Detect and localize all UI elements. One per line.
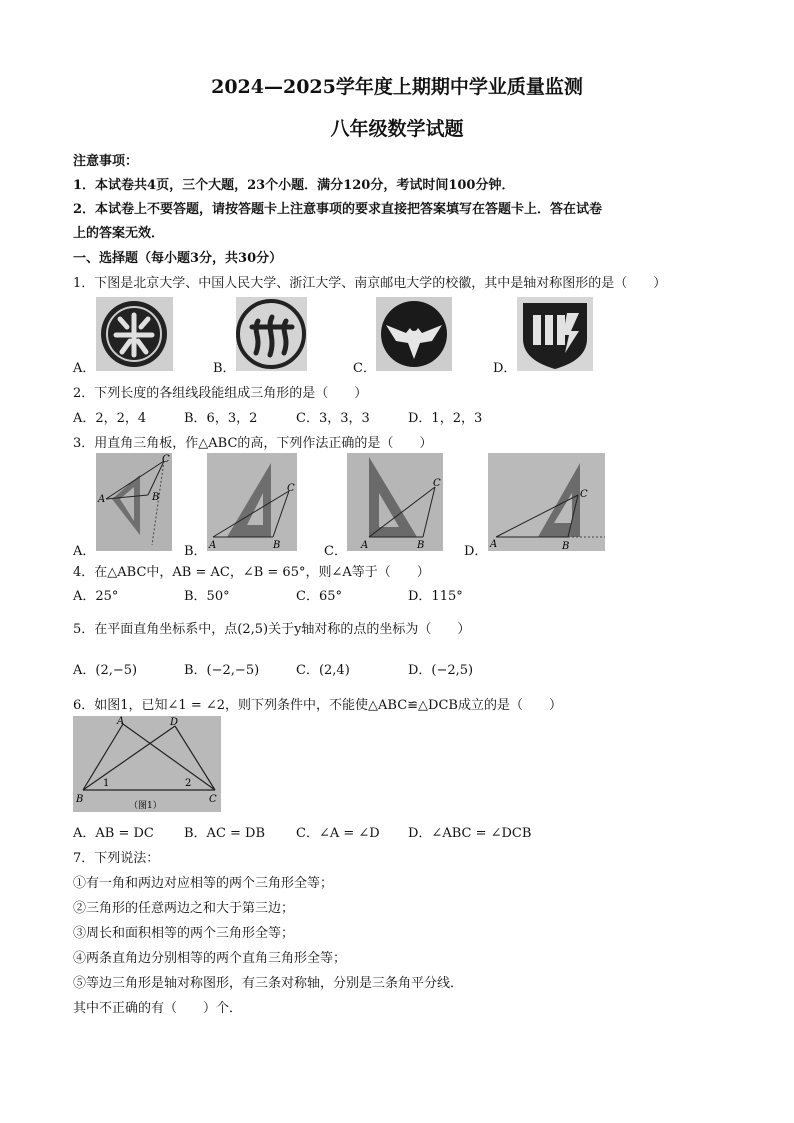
question-6-stem: 6．如图1，已知∠1 = ∠2，则下列条件中，不能使△ABC≌△DCB成立的是（ ） [73,698,562,713]
q7-tail: 其中不正确的有（ ）个． [73,1001,243,1016]
page-title: 2024—2025学年度上期期中学业质量监测 [211,76,583,98]
q6-figure [73,716,221,812]
question-7-stem: 7．下列说法： [73,851,160,866]
page-subtitle: 八年级数学试题 [330,118,464,140]
q4-option-b: B．50° [184,589,230,604]
nanjing-posts-emblem-icon [517,297,593,371]
q1-label-d: D． [493,361,517,376]
section-heading: 一、选择题（每小题3分，共30分） [73,251,283,266]
q6-option-a: A．AB = DC [73,826,154,841]
peking-university-emblem-icon [96,297,173,371]
zhejiang-university-emblem-icon [376,297,452,371]
q7-statement-2: ②三角形的任意两边之和大于第三边； [73,901,295,916]
q6-point-c: C [209,794,217,805]
q6-point-a: A [117,716,125,727]
question-2-stem: 2．下列长度的各组线段能组成三角形的是（ ） [73,386,368,401]
q5-option-c: C．(2,4) [296,663,350,678]
q3d-point-b: B [562,541,570,551]
q7-statement-3: ③周长和面积相等的两个三角形全等； [73,926,295,941]
q2-option-a: A．2，2，4 [73,411,147,426]
q4-option-a: A．25° [73,589,119,604]
question-4-stem: 4．在△ABC中，AB = AC，∠B = 65°，则∠A等于（ ） [73,565,430,580]
q3a-point-c: C [162,454,170,465]
q3b-point-a: A [209,540,217,551]
q6-point-d: D [170,717,179,728]
q3a-point-b: B [152,492,160,503]
q3c-point-b: B [417,540,425,551]
q6-point-b: B [76,794,84,805]
q7-statement-5: ⑤等边三角形是轴对称图形，有三条对称轴，分别是三条角平分线． [73,976,464,991]
q6-angle-1: 1 [103,778,110,789]
q7-statement-4: ④两条直角边分别相等的两个直角三角形全等； [73,951,347,966]
q3-label-d: D． [464,544,488,559]
q3-label-b: B． [184,544,207,559]
q3c-point-a: A [361,540,369,551]
renmin-university-emblem-icon [236,297,307,371]
q3b-point-b: B [273,540,281,551]
q1-label-a: A． [73,361,96,376]
q3c-point-c: C [433,478,441,489]
notice-item-2a: 2．本试卷上不要答题，请按答题卡上注意事项的要求直接把答案填写在答题卡上．答在试卷 [73,202,603,217]
notice-item-2b: 上的答案无效． [73,226,165,241]
q7-statement-1: ①有一角和两边对应相等的两个三角形全等； [73,876,334,891]
q1-label-b: B． [213,361,236,376]
q6-caption: （图1） [129,801,162,811]
q3d-point-c: C [580,489,588,500]
notice-item-1: 1．本试卷共4页，三个大题，23个小题．满分120分，考试时间100分钟． [73,178,515,193]
question-3-stem: 3．用直角三角板，作△ABC的高，下列作法正确的是（ ） [73,436,433,451]
q3b-point-c: C [287,483,295,494]
q2-option-d: D．1，2，3 [408,411,483,426]
question-1-stem: 1．下图是北京大学、中国人民大学、浙江大学、南京邮电大学的校徽，其中是轴对称图形的是（ ） [73,276,667,291]
q3-figure-a [96,453,172,551]
q4-option-c: C．65° [296,589,342,604]
q3-label-c: C． [324,544,347,559]
q4-option-d: D．115° [408,589,463,604]
q1-label-c: C． [353,361,376,376]
q2-option-b: B．6，3，2 [184,411,258,426]
q2-option-c: C．3，3，3 [296,411,370,426]
q3-figure-b [207,453,297,551]
q5-option-a: A．(2,−5) [73,663,138,678]
q3-figure-d [488,453,605,551]
q5-option-b: B．(−2,−5) [184,663,260,678]
q3a-point-a: A [98,494,106,505]
notice-heading: 注意事项： [73,154,139,169]
q6-option-b: B．AC = DB [184,826,266,841]
q5-option-d: D．(−2,5) [408,663,474,678]
q3-figure-c [347,453,443,551]
q3-label-a: A． [73,544,96,559]
q6-option-c: C．∠A = ∠D [296,826,380,841]
q6-angle-2: 2 [185,778,192,789]
question-5-stem: 5．在平面直角坐标系中，点(2,5)关于y轴对称的点的坐标为（ ） [73,622,471,637]
q3d-point-a: A [490,539,498,550]
q6-option-d: D．∠ABC = ∠DCB [408,826,532,841]
